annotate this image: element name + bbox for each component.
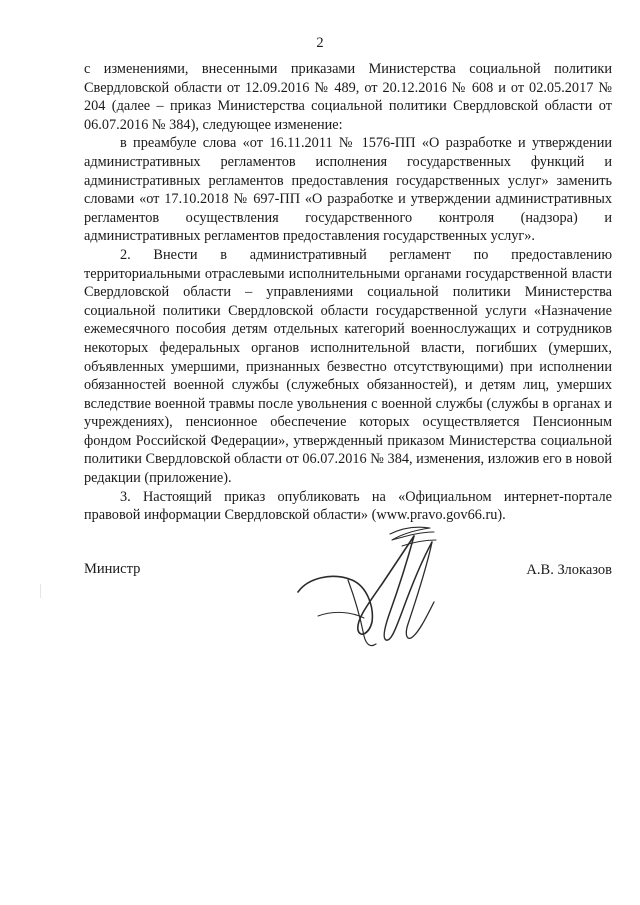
page-number: 2	[316, 35, 324, 51]
signatory-position: Министр	[84, 561, 141, 577]
paragraph-item-2: 2. Внести в административный регламент по предоставлению территориальными отраслевыми исполнительными органами государственной власти Свердловской области – управлениями социальной политики Министерства социальной политики Свердловской области государственной услуги «Назначение ежемесячного пособия детям отдельных категорий военнослужащих и сотрудников некоторых федеральных органов исполнительной власти, погибших (умерших, объявленных умершими, признанных безвестно отсутствующими) при исполнении обязанностей военной службы (служебных обязанностей), и детям лиц, умерших вследствие военной травмы после увольнения с военной службы (службы в органах и учреждениях), пенсионное обеспечение которых осуществляется Пенсионным фондом Российской Федерации», утвержденный приказом Министерства социальной политики Свердловской области от 06.07.2016 № 384, изменения, изложив его в новой редакции (приложение).	[84, 246, 612, 487]
paragraph-preamble-change: в преамбуле слова «от 16.11.2011 № 1576-ПП «О разработке и утверждении административных регламентов исполнения государственных функций и административных регламентов предоставления государственных услуг» заменить словами «от 17.10.2018 № 697-ПП «О разработке и утверждении административных регламентов осуществления государственного контроля (надзора) и административных регламентов предоставления государственных услуг».	[84, 135, 612, 245]
margin-mark	[40, 584, 41, 598]
document-body	[84, 60, 612, 525]
paragraph-continuation: с изменениями, внесенными приказами Министерства социальной политики Свердловской области от 12.09.2016 № 489, от 20.12.2016 № 608 и от 02.05.2017 № 204 (далее – приказ Министерства социальной политики Свердловской области от 06.07.2016 № 384), следующее изменение:	[84, 61, 612, 133]
handwritten-signature	[290, 520, 470, 655]
signatory-name: А.В. Злоказов	[526, 562, 612, 578]
paragraph-item-3: 3. Настоящий приказ опубликовать на «Официальном интернет-портале правовой информации Свердловской области» (www.pravo.gov66.ru).	[84, 488, 612, 524]
